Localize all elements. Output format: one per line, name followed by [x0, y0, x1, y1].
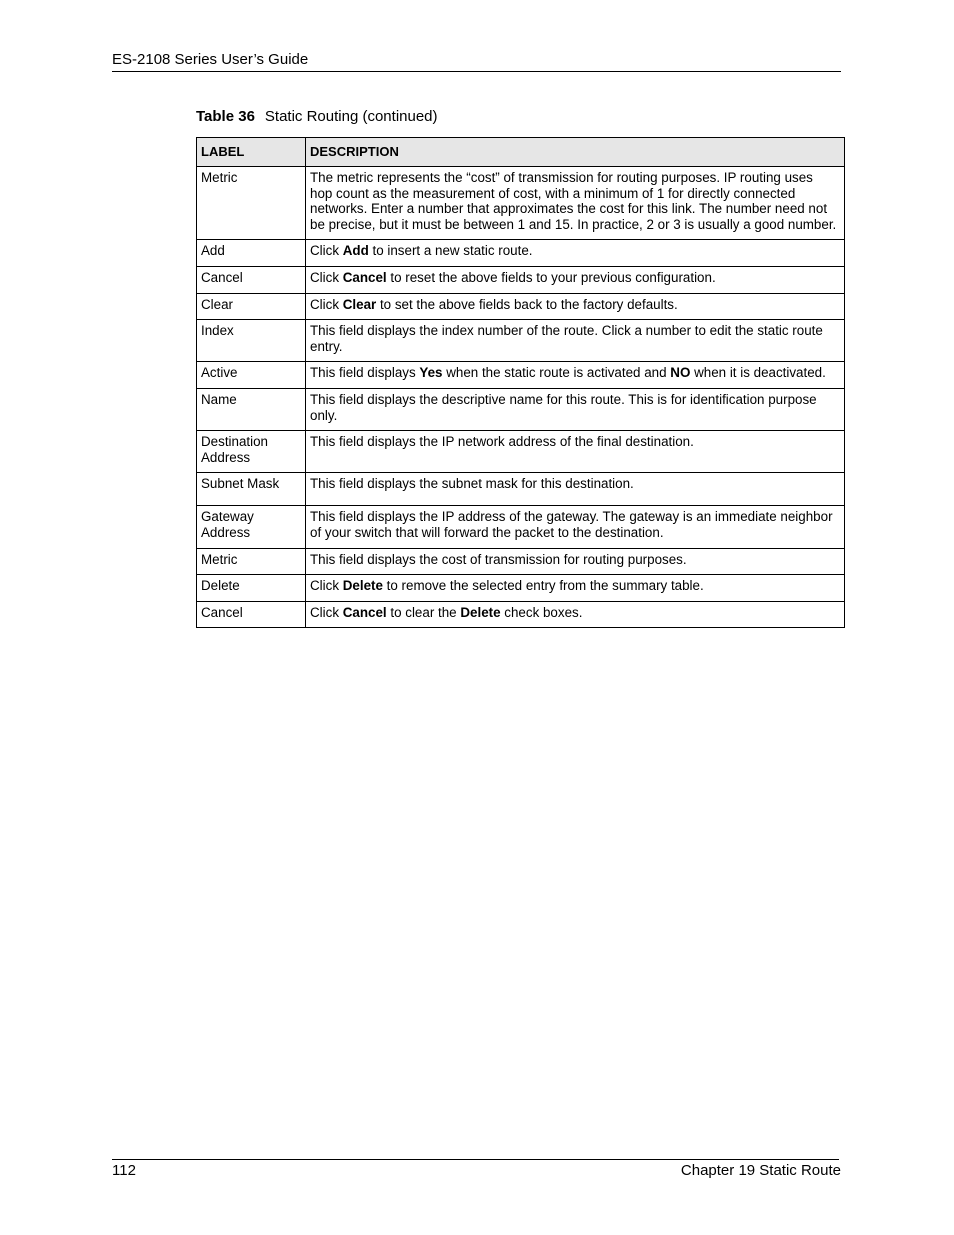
row-label: Name — [197, 388, 306, 430]
row-description — [306, 575, 845, 602]
table-row — [197, 320, 845, 362]
description-text: This field displays the IP address of the gateway. The gateway is an immediate neighbor of your switch that will forward the packet to the destination. — [310, 509, 833, 540]
description-text: to set the above fields back to the factory defaults. — [376, 296, 678, 312]
row-description — [306, 266, 845, 293]
description-text: to clear the — [386, 604, 461, 620]
table-caption — [196, 108, 438, 126]
row-description — [306, 293, 845, 320]
row-label: Cancel — [197, 266, 306, 293]
column-header-description: DESCRIPTION — [306, 138, 845, 167]
row-label: Gateway Address — [197, 506, 306, 548]
description-text: This field displays the index number of the route. Click a number to edit the static route entry. — [310, 323, 823, 354]
row-description — [306, 601, 845, 628]
table-caption-number: Table 36 — [196, 108, 255, 125]
row-label: Index — [197, 320, 306, 362]
table-row — [197, 506, 845, 548]
table-row — [197, 293, 845, 320]
row-description — [306, 362, 845, 389]
table-row — [197, 548, 845, 575]
table-body — [197, 167, 845, 628]
description-text: This field displays the subnet mask for this destination. — [310, 476, 634, 492]
row-label: Subnet Mask — [197, 473, 306, 506]
row-label: Delete — [197, 575, 306, 602]
table-header-row — [197, 138, 845, 167]
description-keyword: NO — [670, 365, 691, 381]
description-text: This field displays the IP network address of the final destination. — [310, 434, 694, 450]
table-row — [197, 473, 845, 506]
description-text: The metric represents the “cost” of transmission for routing purposes. IP routing uses hop count as the measurement of cost, with a minimum of 1 for directly connected networks. Enter a number that approximates the cost for this link. The number need not be precise, but it must be between 1 and 15. In practice, 2 or 3 is usually a good number. — [310, 170, 837, 232]
chapter-title: Chapter 19 Static Route — [680, 1162, 841, 1179]
footer-divider — [112, 1159, 839, 1160]
description-text: Click — [310, 296, 343, 312]
row-description — [306, 548, 845, 575]
table-caption-title: Static Routing (continued) — [264, 108, 438, 125]
description-keyword: Clear — [342, 296, 377, 312]
page-number: 112 — [112, 1162, 136, 1179]
description-text: This field displays — [310, 365, 420, 381]
row-label: Cancel — [197, 601, 306, 628]
table-row — [197, 266, 845, 293]
description-text: to reset the above fields to your previous configuration. — [386, 269, 716, 285]
description-text: when the static route is activated and — [442, 365, 671, 381]
table-row — [197, 362, 845, 389]
row-description — [306, 320, 845, 362]
row-description — [306, 506, 845, 548]
description-text: This field displays the descriptive name for this route. This is for identification purpose only. — [310, 391, 817, 423]
description-keyword: Delete — [342, 578, 383, 594]
description-text: Click — [310, 269, 343, 285]
table-row — [197, 388, 845, 430]
description-text: check boxes. — [500, 604, 583, 620]
row-label: Destination Address — [197, 431, 306, 473]
description-keyword: Cancel — [342, 269, 387, 285]
row-description — [306, 240, 845, 267]
row-description — [306, 473, 845, 506]
description-text: Click — [310, 578, 343, 594]
row-label: Active — [197, 362, 306, 389]
table-row — [197, 601, 845, 628]
row-label: Metric — [197, 548, 306, 575]
description-keyword: Cancel — [342, 604, 387, 620]
description-text: This field displays the cost of transmission for routing purposes. — [310, 551, 687, 567]
table-row — [197, 575, 845, 602]
header-divider — [112, 71, 841, 72]
description-text: to insert a new static route. — [368, 243, 533, 259]
row-label: Metric — [197, 167, 306, 240]
table-row — [197, 431, 845, 473]
description-keyword: Yes — [419, 365, 443, 381]
table-row — [197, 240, 845, 267]
description-keyword: Delete — [460, 604, 501, 620]
description-text: when it is deactivated. — [690, 365, 826, 381]
table-row — [197, 167, 845, 240]
description-text: to remove the selected entry from the summary table. — [382, 578, 704, 594]
row-label: Clear — [197, 293, 306, 320]
row-description — [306, 388, 845, 430]
running-header-title: ES-2108 Series User’s Guide — [112, 51, 309, 68]
row-description — [306, 431, 845, 473]
column-header-label: LABEL — [197, 138, 306, 167]
description-keyword: Add — [342, 243, 369, 259]
row-description — [306, 167, 845, 240]
row-label: Add — [197, 240, 306, 267]
description-text: Click — [310, 604, 343, 620]
description-text: Click — [310, 243, 343, 259]
static-routing-table — [196, 137, 845, 628]
